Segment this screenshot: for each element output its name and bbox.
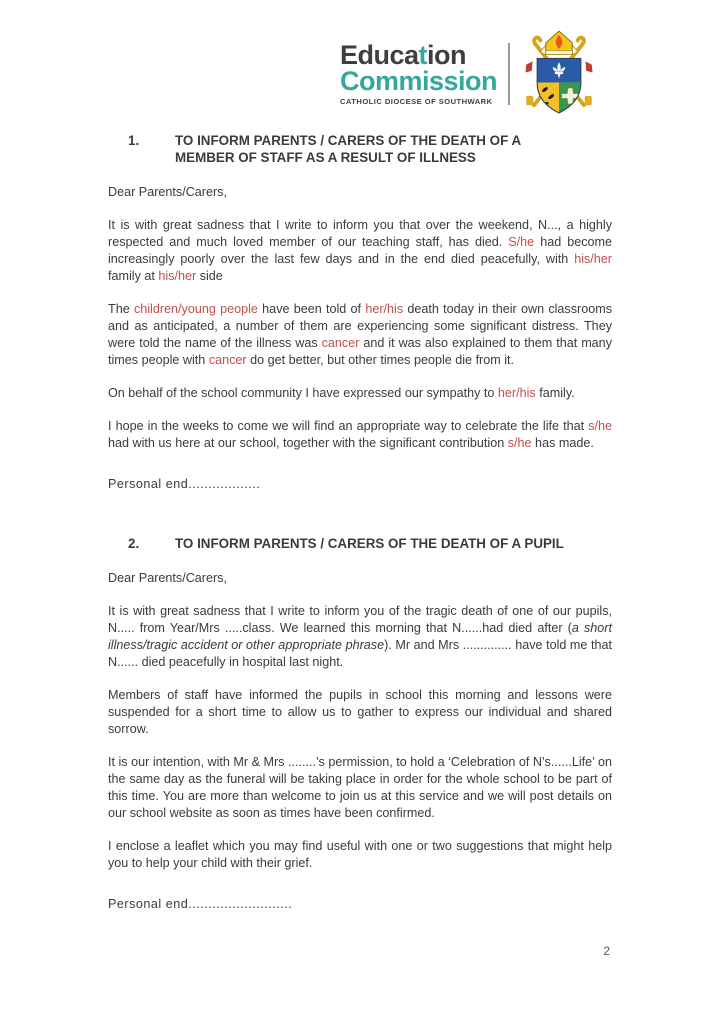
section-1-number: 1.: [128, 133, 140, 148]
section-1-title-line1: TO INFORM PARENTS / CARERS OF THE DEATH OF A: [175, 133, 522, 148]
education-commission-logo: [340, 39, 498, 106]
body-text: death today in their own classrooms and as anticipated, a number of them are experiencing some significant distress. They were told the name of the illness was: [108, 302, 613, 350]
section-2-title: [175, 535, 564, 552]
body-text: I enclose a leaflet which you may find useful with one or two suggestions that might help you to help your child with their grief.: [108, 839, 612, 870]
section-2-heading: [128, 535, 612, 552]
placeholder-text-red: her/his: [497, 386, 536, 400]
paragraph: [108, 838, 612, 872]
paragraph: [108, 385, 612, 402]
placeholder-text-red: cancer: [208, 353, 247, 367]
placeholder-text-red: her/his: [365, 302, 404, 316]
logo-divider: [508, 43, 510, 105]
paragraph: [108, 217, 612, 285]
body-text: had with us here at our school, together with the significant contribution: [108, 436, 508, 450]
body-text: family at: [108, 269, 159, 283]
section-2-number: 2.: [128, 536, 140, 551]
mitre-icon: [540, 31, 577, 54]
section-1-title-line2: MEMBER OF STAFF AS A RESULT OF ILLNESS: [175, 150, 476, 165]
body-text: and it was also explained to them that many times people with: [108, 336, 612, 367]
letter-body: [0, 132, 720, 913]
personal-end-line: Personal end..................: [108, 477, 261, 491]
body-text: I hope in the weeks to come we will find an appropriate way to celebrate the life that: [108, 419, 589, 433]
placeholder-text-red: children/young people: [133, 302, 258, 316]
section-2-title-line1: TO INFORM PARENTS / CARERS OF THE DEATH OF A PUPIL: [175, 536, 564, 551]
body-text: The: [108, 302, 134, 316]
body-text: had become increasingly poorly over the last few days and in the end died peacefully, with: [108, 235, 612, 266]
body-text: family.: [535, 386, 575, 400]
body-text: It is with great sadness that I write to inform you that over the weekend, N..., a highly respected and much loved member of our teaching staff, has died.: [108, 218, 612, 249]
section-1-death-of-staff: [108, 132, 612, 493]
logo-tagline: CATHOLIC DIOCESE OF SOUTHWARK: [340, 96, 493, 106]
placeholder-text-red: s/he: [588, 419, 612, 433]
salutation: Dear Parents/Carers,: [108, 571, 227, 585]
salutation: Dear Parents/Carers,: [108, 185, 227, 199]
paragraph: [108, 301, 612, 369]
body-text: It is our intention, with Mr & Mrs ........’s permission, to hold a ‘Celebration of N’s......Life’ on the same day as the funeral will be taking place in order for the whole school to be part of this time. You are more than welcome to join us at this service and we will post details on our school website as soon as times have been confirmed.: [108, 755, 612, 820]
paragraph: [108, 418, 612, 452]
placeholder-text-red: his/her: [574, 252, 612, 266]
diocese-crest-icon: [520, 30, 598, 118]
placeholder-text-red: cancer: [321, 336, 360, 350]
body-text: On behalf of the school community I have expressed our sympathy to: [108, 386, 498, 400]
body-text: side: [196, 269, 223, 283]
body-text: It is with great sadness that I write to inform you of the tragic death of one of our pupils, N..... from Year/Mrs .....class. We learned this morning that N......had died after (: [108, 604, 612, 635]
body-text: has made.: [531, 436, 594, 450]
paragraph: [108, 687, 612, 738]
letterhead: [0, 0, 720, 118]
logo-wordmark-line2: Commission: [340, 65, 498, 96]
page-number: 2: [603, 944, 610, 958]
logo-text-educa: Educa: [340, 39, 419, 70]
personal-end-line: Personal end..........................: [108, 897, 293, 911]
section-1-heading: [128, 132, 612, 166]
logo-text-ion: ion: [427, 39, 467, 70]
placeholder-text-red: S/he: [508, 235, 535, 249]
paragraph: [108, 603, 612, 671]
page-footer: [603, 944, 610, 958]
body-text: have been told of: [257, 302, 366, 316]
logo-wordmark-line1: [340, 39, 497, 70]
placeholder-text-italic: a short illness/tragic accident or other appropriate phrase: [108, 621, 612, 652]
body-text: do get better, but other times people die from it.: [246, 353, 515, 367]
section-1-title: [175, 132, 521, 166]
logo-cross-t: t: [418, 39, 428, 70]
paragraph: [108, 754, 612, 822]
body-text: Members of staff have informed the pupils in school this morning and lessons were suspended for a short time to allow us to gather to express our individual and shared sorrow.: [108, 688, 612, 736]
body-text: ). Mr and Mrs .............. have told me that N...... died peacefully in hospital last night.: [108, 638, 612, 669]
placeholder-text-red: his/her: [158, 269, 197, 283]
placeholder-text-red: s/he: [507, 436, 532, 450]
section-2-death-of-pupil: [108, 535, 612, 913]
